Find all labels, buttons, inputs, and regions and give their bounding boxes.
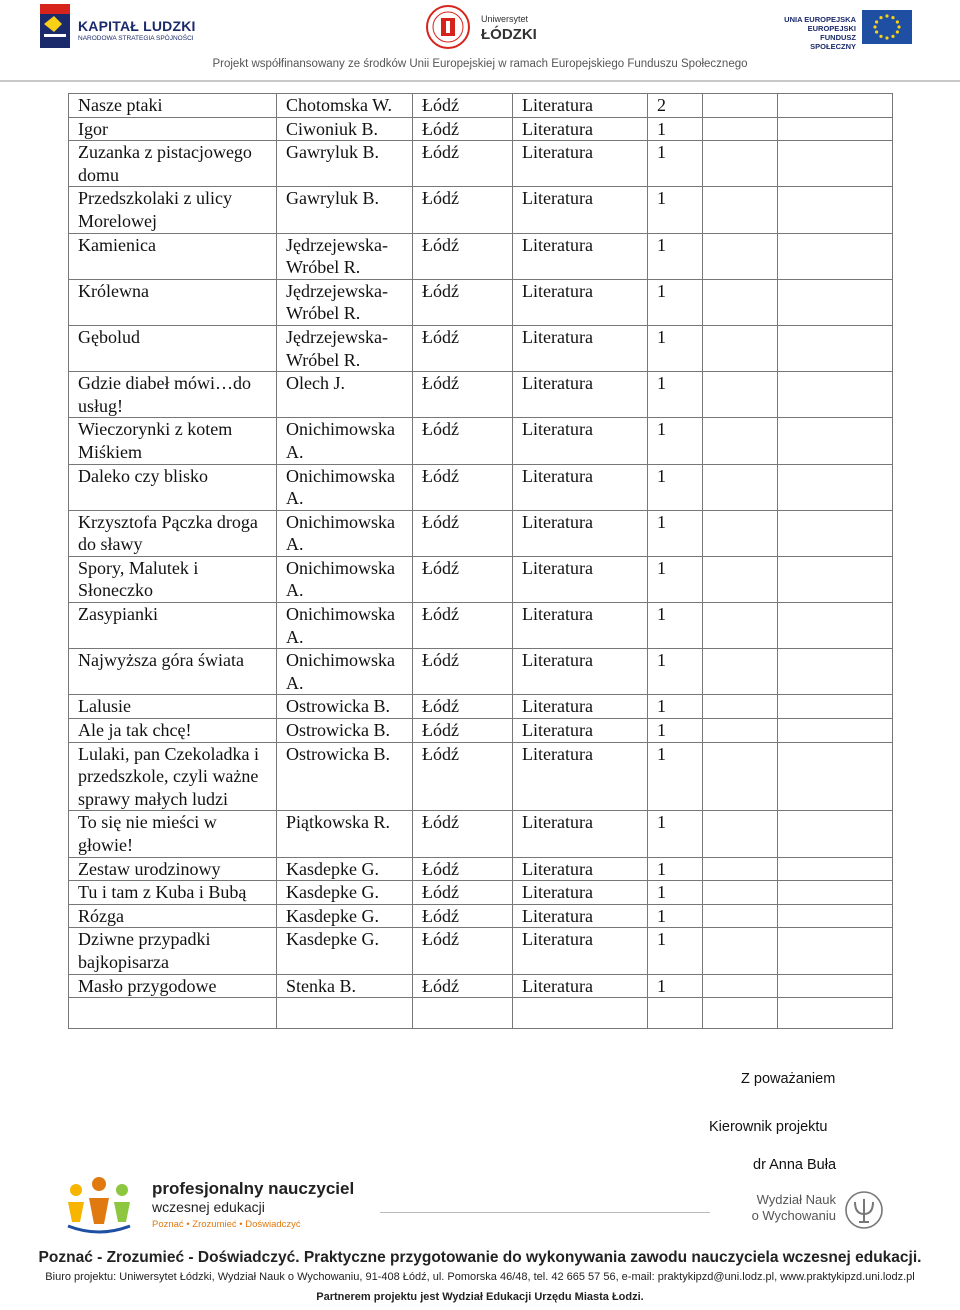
empty-cell	[413, 998, 513, 1029]
eu-line-3: FUNDUSZ SPOŁECZNY	[810, 33, 856, 51]
book-city: Łódź	[413, 187, 513, 233]
book-city: Łódź	[413, 510, 513, 556]
book-author: Kasdepke G.	[277, 881, 413, 905]
empty-cell	[703, 233, 778, 279]
book-author: Jędrzejewska-Wróbel R.	[277, 233, 413, 279]
footer-office-address: Biuro projektu: Uniwersytet Łódzki, Wydział Nauk o Wychowaniu, 91-408 Łódź, ul. Pomorska 46/48, tel. 42 665 57 56, e-mail: praktykipzd@uni.lodz.pl, www.praktykipzd.uni.lodz.pl	[45, 1271, 915, 1283]
empty-cell	[778, 372, 893, 418]
book-category: Literatura	[513, 464, 648, 510]
empty-cell	[778, 325, 893, 371]
books-table	[68, 93, 893, 1029]
book-city: Łódź	[413, 649, 513, 695]
empty-cell	[778, 279, 893, 325]
table-row	[69, 695, 893, 719]
empty-cell	[778, 117, 893, 141]
funding-statement: Projekt współfinansowany ze środków Unii Europejskiej w ramach Europejskiego Funduszu Społecznego	[212, 58, 748, 70]
book-city: Łódź	[413, 857, 513, 881]
book-title: Ale ja tak chcę!	[69, 719, 277, 743]
empty-cell	[703, 187, 778, 233]
table-row	[69, 974, 893, 998]
book-count: 1	[648, 649, 703, 695]
book-category: Literatura	[513, 928, 648, 974]
book-author: Ostrowicka B.	[277, 719, 413, 743]
university-seal-icon	[425, 4, 471, 50]
book-count: 1	[648, 603, 703, 649]
book-title: Nasze ptaki	[69, 94, 277, 118]
book-count: 1	[648, 881, 703, 905]
book-count: 1	[648, 742, 703, 811]
book-title: Spory, Malutek i Słoneczko	[69, 556, 277, 602]
book-category: Literatura	[513, 556, 648, 602]
book-city: Łódź	[413, 811, 513, 857]
book-title: Igor	[69, 117, 277, 141]
book-author: Stenka B.	[277, 974, 413, 998]
empty-cell	[703, 418, 778, 464]
book-author: Gawryluk B.	[277, 187, 413, 233]
empty-cell	[778, 881, 893, 905]
book-category: Literatura	[513, 881, 648, 905]
book-category: Literatura	[513, 811, 648, 857]
empty-cell	[703, 719, 778, 743]
table-row	[69, 603, 893, 649]
book-city: Łódź	[413, 719, 513, 743]
table-row	[69, 719, 893, 743]
table-row	[69, 418, 893, 464]
table-row	[69, 881, 893, 905]
book-count: 1	[648, 325, 703, 371]
book-city: Łódź	[413, 928, 513, 974]
book-count: 2	[648, 94, 703, 118]
book-category: Literatura	[513, 94, 648, 118]
empty-cell	[778, 719, 893, 743]
book-title: Przedszkolaki z ulicy Morelowej	[69, 187, 277, 233]
book-city: Łódź	[413, 117, 513, 141]
table-row	[69, 117, 893, 141]
book-title: Wieczorynki z kotem Miśkiem	[69, 418, 277, 464]
book-author: Onichimowska A.	[277, 464, 413, 510]
book-city: Łódź	[413, 974, 513, 998]
table-row	[69, 325, 893, 371]
book-count: 1	[648, 974, 703, 998]
book-count: 1	[648, 928, 703, 974]
book-title: Gdzie diabeł mówi…do usług!	[69, 372, 277, 418]
header-divider	[0, 80, 960, 82]
table-row	[69, 649, 893, 695]
signature-name: dr Anna Buła	[753, 1157, 837, 1173]
empty-cell	[703, 325, 778, 371]
university-logo	[425, 4, 545, 52]
book-category: Literatura	[513, 233, 648, 279]
book-city: Łódź	[413, 464, 513, 510]
book-title: Zuzanka z pistacjowego domu	[69, 141, 277, 187]
signature-closing: Z poważaniem	[741, 1071, 836, 1087]
book-title: Masło przygodowe	[69, 974, 277, 998]
table-row	[69, 928, 893, 974]
table-row	[69, 187, 893, 233]
book-city: Łódź	[413, 94, 513, 118]
book-category: Literatura	[513, 974, 648, 998]
book-category: Literatura	[513, 117, 648, 141]
book-title: To się nie mieści w głowie!	[69, 811, 277, 857]
table-row	[69, 556, 893, 602]
empty-cell	[69, 998, 277, 1029]
book-count: 1	[648, 904, 703, 928]
table-row	[69, 510, 893, 556]
project-logo-line-1: profesjonalny nauczyciel	[152, 1179, 355, 1198]
book-title: Dziwne przypadki bajkopisarza	[69, 928, 277, 974]
book-count: 1	[648, 187, 703, 233]
empty-cell	[778, 811, 893, 857]
book-author: Kasdepke G.	[277, 857, 413, 881]
book-author: Gawryluk B.	[277, 141, 413, 187]
book-city: Łódź	[413, 556, 513, 602]
empty-cell	[778, 742, 893, 811]
book-city: Łódź	[413, 904, 513, 928]
project-logo	[64, 1176, 364, 1236]
page-header	[0, 0, 960, 84]
book-category: Literatura	[513, 372, 648, 418]
book-title: Zasypianki	[69, 603, 277, 649]
book-category: Literatura	[513, 325, 648, 371]
kapital-ludzki-title: KAPITAŁ LUDZKI	[78, 18, 196, 34]
book-author: Jędrzejewska-Wróbel R.	[277, 325, 413, 371]
empty-cell	[703, 695, 778, 719]
book-author: Chotomska W.	[277, 94, 413, 118]
book-author: Piątkowska R.	[277, 811, 413, 857]
book-author: Ciwoniuk B.	[277, 117, 413, 141]
empty-cell	[703, 372, 778, 418]
empty-cell	[703, 904, 778, 928]
empty-cell	[703, 603, 778, 649]
table-row	[69, 742, 893, 811]
eu-line-2: EUROPEJSKI	[807, 24, 856, 33]
eu-flag-icon	[862, 10, 912, 44]
empty-cell	[703, 510, 778, 556]
table-row	[69, 279, 893, 325]
book-category: Literatura	[513, 904, 648, 928]
empty-cell	[703, 857, 778, 881]
book-city: Łódź	[413, 742, 513, 811]
kapital-ludzki-logo	[40, 4, 196, 50]
book-city: Łódź	[413, 372, 513, 418]
empty-cell	[778, 464, 893, 510]
book-title: Krzysztofa Pączka droga do sławy	[69, 510, 277, 556]
empty-cell	[778, 904, 893, 928]
book-city: Łódź	[413, 233, 513, 279]
book-count: 1	[648, 279, 703, 325]
empty-cell	[703, 742, 778, 811]
empty-cell	[703, 279, 778, 325]
book-title: Rózga	[69, 904, 277, 928]
book-category: Literatura	[513, 418, 648, 464]
empty-cell	[778, 418, 893, 464]
eu-text	[784, 15, 856, 51]
book-city: Łódź	[413, 695, 513, 719]
empty-cell	[513, 998, 648, 1029]
book-city: Łódź	[413, 279, 513, 325]
book-author: Onichimowska A.	[277, 603, 413, 649]
book-title: Kamienica	[69, 233, 277, 279]
book-title: Lalusie	[69, 695, 277, 719]
table-row	[69, 811, 893, 857]
book-count: 1	[648, 719, 703, 743]
book-author: Onichimowska A.	[277, 510, 413, 556]
signature-role: Kierownik projektu	[709, 1119, 828, 1135]
empty-cell	[648, 998, 703, 1029]
book-author: Kasdepke G.	[277, 904, 413, 928]
empty-cell	[703, 556, 778, 602]
eu-line-1: UNIA EUROPEJSKA	[784, 15, 856, 24]
books-table-body	[69, 94, 893, 1029]
empty-cell	[703, 141, 778, 187]
book-count: 1	[648, 117, 703, 141]
book-title: Najwyższa góra świata	[69, 649, 277, 695]
book-category: Literatura	[513, 857, 648, 881]
book-city: Łódź	[413, 325, 513, 371]
empty-cell	[778, 603, 893, 649]
book-title: Daleko czy blisko	[69, 464, 277, 510]
empty-cell	[703, 811, 778, 857]
book-count: 1	[648, 556, 703, 602]
book-city: Łódź	[413, 141, 513, 187]
project-logo-line-2: wczesnej edukacji	[152, 1199, 265, 1215]
book-author: Olech J.	[277, 372, 413, 418]
book-count: 1	[648, 811, 703, 857]
kapital-ludzki-flag-icon	[40, 4, 70, 48]
empty-cell	[778, 187, 893, 233]
book-category: Literatura	[513, 649, 648, 695]
footer-tagline: Poznać - Zrozumieć - Doświadczyć. Praktyczne przygotowanie do wykonywania zawodu nauczyciela wczesnej edukacji.	[38, 1249, 922, 1266]
book-count: 1	[648, 141, 703, 187]
empty-cell	[703, 117, 778, 141]
table-row	[69, 141, 893, 187]
university-label-big: ŁÓDZKI	[481, 26, 537, 43]
book-category: Literatura	[513, 695, 648, 719]
table-row-empty	[69, 998, 893, 1029]
people-figures-icon	[64, 1176, 134, 1236]
book-city: Łódź	[413, 418, 513, 464]
book-category: Literatura	[513, 141, 648, 187]
table-row	[69, 233, 893, 279]
book-city: Łódź	[413, 603, 513, 649]
psi-emblem-icon	[844, 1190, 884, 1230]
book-author: Kasdepke G.	[277, 928, 413, 974]
empty-cell	[703, 928, 778, 974]
empty-cell	[703, 881, 778, 905]
faculty-logo	[730, 1190, 890, 1235]
faculty-name	[730, 1192, 836, 1224]
empty-cell	[778, 998, 893, 1029]
empty-cell	[778, 141, 893, 187]
book-count: 1	[648, 233, 703, 279]
book-city: Łódź	[413, 881, 513, 905]
empty-cell	[703, 649, 778, 695]
book-count: 1	[648, 464, 703, 510]
book-count: 1	[648, 510, 703, 556]
book-category: Literatura	[513, 279, 648, 325]
book-title: Gębolud	[69, 325, 277, 371]
book-title: Królewna	[69, 279, 277, 325]
empty-cell	[778, 556, 893, 602]
empty-cell	[703, 974, 778, 998]
empty-cell	[778, 94, 893, 118]
empty-cell	[703, 464, 778, 510]
book-author: Onichimowska A.	[277, 649, 413, 695]
book-title: Tu i tam z Kuba i Bubą	[69, 881, 277, 905]
empty-cell	[277, 998, 413, 1029]
book-count: 1	[648, 857, 703, 881]
book-author: Ostrowicka B.	[277, 695, 413, 719]
book-author: Jędrzejewska-Wróbel R.	[277, 279, 413, 325]
book-author: Onichimowska A.	[277, 556, 413, 602]
empty-cell	[703, 998, 778, 1029]
kapital-ludzki-subtitle: NARODOWA STRATEGIA SPÓJNOŚCI	[78, 35, 194, 42]
empty-cell	[703, 94, 778, 118]
table-row	[69, 857, 893, 881]
book-count: 1	[648, 695, 703, 719]
empty-cell	[778, 857, 893, 881]
faculty-name-line-1: Wydział Nauk	[756, 1192, 836, 1207]
empty-cell	[778, 649, 893, 695]
empty-cell	[778, 695, 893, 719]
footer-divider	[380, 1212, 710, 1213]
book-category: Literatura	[513, 719, 648, 743]
footer-partner: Partnerem projektu jest Wydział Edukacji Urzędu Miasta Łodzi.	[316, 1291, 644, 1303]
table-row	[69, 464, 893, 510]
eu-logo	[784, 10, 919, 50]
book-title: Lulaki, pan Czekoladka i przedszkole, czyli ważne sprawy małych ludzi	[69, 742, 277, 811]
book-category: Literatura	[513, 603, 648, 649]
book-category: Literatura	[513, 510, 648, 556]
table-row	[69, 904, 893, 928]
table-row	[69, 94, 893, 118]
book-count: 1	[648, 372, 703, 418]
book-author: Ostrowicka B.	[277, 742, 413, 811]
book-count: 1	[648, 418, 703, 464]
book-category: Literatura	[513, 187, 648, 233]
project-logo-slogan: Poznać • Zrozumieć • Doświadczyć	[152, 1219, 301, 1230]
book-title: Zestaw urodzinowy	[69, 857, 277, 881]
book-author: Onichimowska A.	[277, 418, 413, 464]
empty-cell	[778, 928, 893, 974]
faculty-name-line-2: o Wychowaniu	[751, 1208, 836, 1223]
empty-cell	[778, 233, 893, 279]
empty-cell	[778, 510, 893, 556]
book-category: Literatura	[513, 742, 648, 811]
empty-cell	[778, 974, 893, 998]
table-row	[69, 372, 893, 418]
university-label-small: Uniwersytet	[481, 14, 529, 24]
